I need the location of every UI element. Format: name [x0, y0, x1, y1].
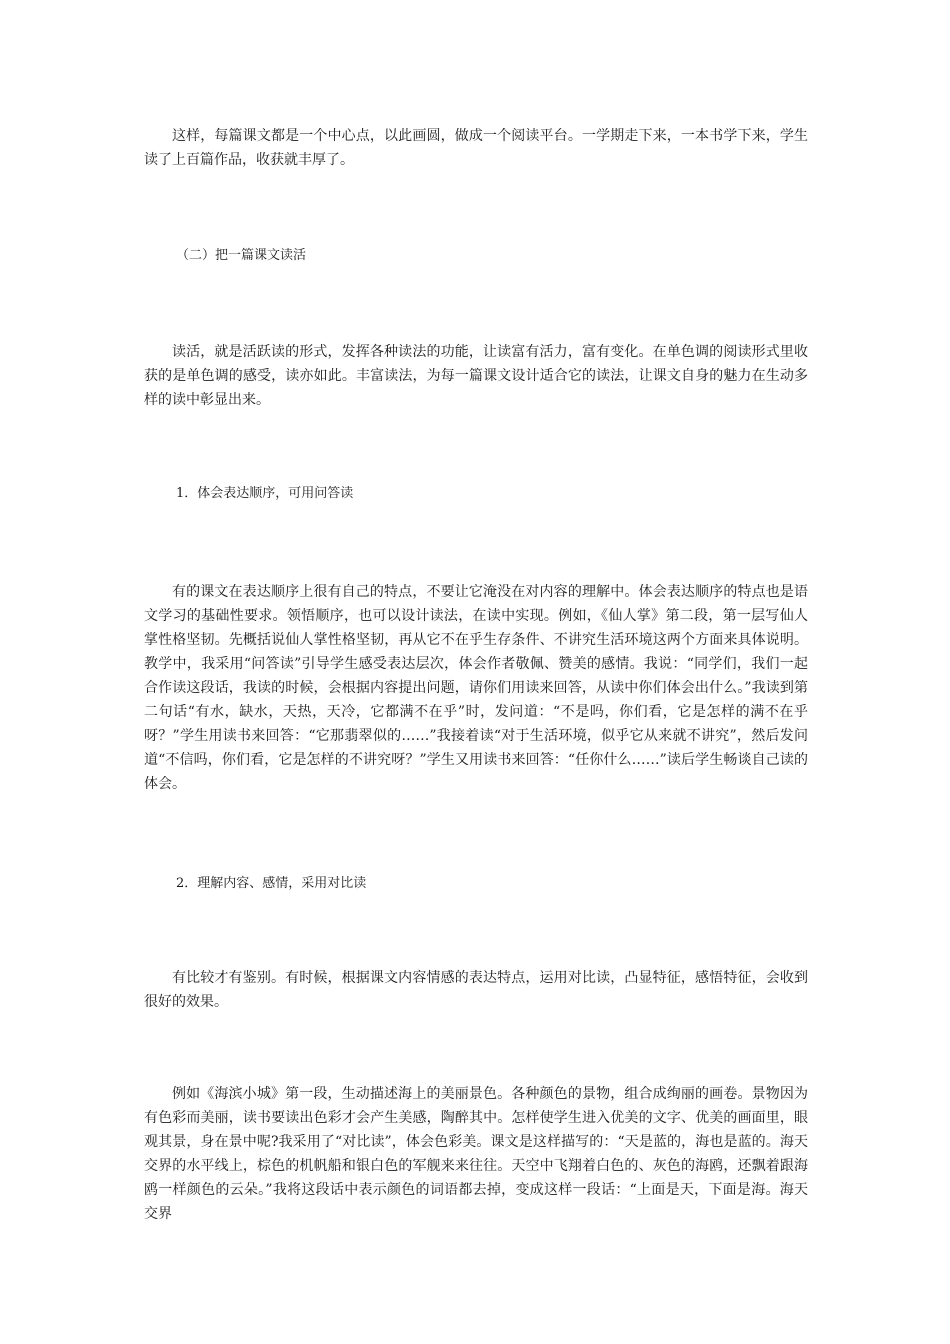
section-heading-read-lively: （二）把一篇课文读活	[176, 248, 307, 263]
paragraph-comparison-effect: 有比较才有鉴别。有时候，根据课文内容情感的表达特点，运用对比读，凸显特征，感悟特征，会收到很好的效果。	[144, 970, 808, 1010]
subheading-question-answer-reading: 1．体会表达顺序，可用问答读	[176, 486, 354, 501]
subheading-contrast-reading: 2．理解内容、感情，采用对比读	[176, 876, 367, 891]
paragraph-seaside-town-example: 例如《海滨小城》第一段，生动描述海上的美丽景色。各种颜色的景物，组合成绚丽的画卷。景物因为有色彩而美丽，读书要读出色彩才会产生美感，陶醉其中。怎样使学生进入优美的文字、优美的画面里，眼观其景，身在景中呢?我采用了“对比读”，体会色彩美。课文是这样描写的：“天是蓝的，海也是蓝的。海天交界的水平线上，棕色的机帆船和银白色的军舰来来往往。天空中飞翔着白色的、灰色的海鸥，还飘着跟海鸥一样颜色的云朵。”我将这段话中表示颜色的词语都去掉，变成这样一段话：“上面是天，下面是海。海天交界	[144, 1086, 808, 1222]
paragraph-read-lively-definition: 读活，就是活跃读的形式，发挥各种读法的功能，让读富有活力，富有变化。在单色调的阅读形式里收获的是单色调的感受，读亦如此。丰富读法，为每一篇课文设计适合它的读法，让课文自身的魅力在生动多样的读中彰显出来。	[144, 344, 808, 408]
paragraph-cactus-example: 有的课文在表达顺序上很有自己的特点，不要让它淹没在对内容的理解中。体会表达顺序的特点也是语文学习的基础性要求。领悟顺序，也可以设计读法，在读中实现。例如，《仙人掌》第二段，第一层写仙人掌性格坚韧。先概括说仙人掌性格坚韧，再从它不在乎生存条件、不讲究生活环境这两个方面来具体说明。教学中，我采用“问答读”引导学生感受表达层次，体会作者敬佩、赞美的感情。我说：“同学们，我们一起合作读这段话，我读的时候，会根据内容提出问题，请你们用读来回答，从读中你们体会出什么。”我读到第二句话“有水，缺水，天热，天冷，它都满不在乎”时，发问道：“不是吗，你们看，它是怎样的满不在乎呀？”学生用读书来回答：“它那翡翠似的……”我接着读“对于生活环境，似乎它从来就不讲究”，然后发问道“不信吗，你们看，它是怎样的不讲究呀？”学生又用读书来回答：“任你什么……”读后学生畅谈自己读的体会。	[144, 584, 808, 792]
paragraph-reading-platform: 这样，每篇课文都是一个中心点，以此画圆，做成一个阅读平台。一学期走下来，一本书学下来，学生读了上百篇作品，收获就丰厚了。	[144, 128, 808, 168]
